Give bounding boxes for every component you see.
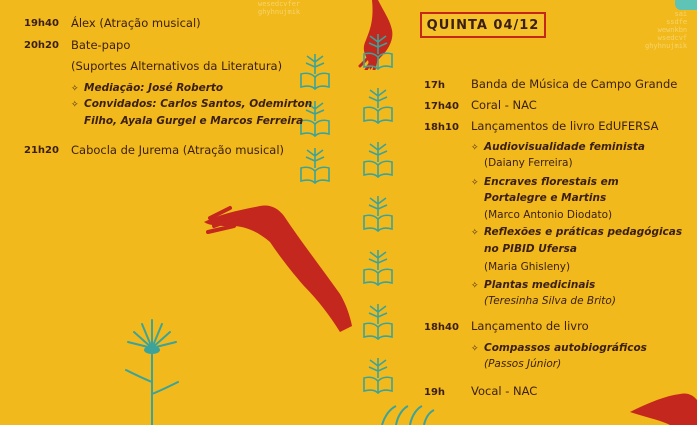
diamond-bullet-icon: ✧: [71, 84, 79, 94]
event-title: Lançamentos de livro EdUFERSA: [471, 119, 659, 133]
book-author: (Passos Júnior): [484, 358, 562, 370]
time-label: 21h20: [24, 145, 59, 156]
diamond-bullet-icon: ✧: [471, 143, 479, 153]
book-author: (Daiany Ferreira): [484, 157, 573, 169]
book-plant-icon: [361, 194, 395, 232]
watermark-text: wesedcvfer ghyhnujmik: [258, 0, 301, 16]
time-label: 17h40: [424, 101, 459, 112]
watermark-text-right: sai ssdfe wewnkbn wsedcvf ghyhnujmik: [645, 10, 688, 50]
time-label: 19h40: [24, 18, 59, 29]
time-label: 18h10: [424, 122, 459, 133]
diamond-bullet-icon: ✧: [471, 178, 479, 188]
diamond-bullet-icon: ✧: [471, 228, 479, 238]
book-plant-icon: [298, 52, 332, 90]
book-title-cont: Portalegre e Martins: [484, 192, 607, 204]
teal-corner-tag: [675, 0, 697, 10]
diamond-bullet-icon: ✧: [471, 281, 479, 291]
book-title: Encraves florestais em: [484, 176, 619, 188]
event-title: Banda de Música de Campo Grande: [471, 77, 678, 91]
event-title: Bate-papo: [71, 38, 131, 52]
book-author: (Teresinha Silva de Brito): [484, 295, 616, 307]
book-plant-icon: [298, 146, 332, 184]
day-header: [420, 12, 546, 38]
time-label: 20h20: [24, 40, 59, 51]
book-title: Audiovisualidade feminista: [484, 141, 645, 153]
convidados-names: Carlos Santos, Odemirton: [160, 98, 313, 110]
teal-flower-illustration: [112, 318, 192, 425]
event-title: Cabocla de Jurema (Atração musical): [71, 143, 285, 157]
event-title: Lançamento de livro: [471, 319, 589, 333]
day-title: QUINTA 04/12: [426, 18, 540, 33]
convidados-names-cont: Filho, Ayala Gurgel e Marcos Ferreira: [84, 115, 304, 127]
book-plant-icon: [361, 86, 395, 124]
mediacao-line: [84, 82, 223, 94]
book-title: Reflexões e práticas pedagógicas: [484, 226, 683, 238]
convidados-label: Convidados:: [84, 98, 157, 110]
book-author: (Maria Ghisleny): [484, 261, 571, 273]
book-plant-icon: [361, 140, 395, 178]
book-icons-center: [361, 32, 395, 394]
event-title: Vocal - NAC: [471, 384, 538, 398]
event-title: Coral - NAC: [471, 98, 537, 112]
event-title: Álex (Atração musical): [71, 16, 201, 30]
book-title: Plantas medicinais: [484, 279, 596, 291]
convidados-line: [84, 98, 312, 110]
time-label: 18h40: [424, 322, 459, 333]
red-hand-bottom-illustration: [630, 390, 697, 425]
book-plant-icon: [361, 32, 395, 70]
book-plant-icon: [361, 248, 395, 286]
diamond-bullet-icon: ✧: [471, 344, 479, 354]
event-subtitle: (Suportes Alternativos da Literatura): [71, 59, 283, 73]
mediacao-label: Mediação:: [84, 82, 145, 94]
book-plant-icon: [361, 356, 395, 394]
red-hand-middle-illustration: [200, 196, 352, 336]
book-title-cont: no PIBID Ufersa: [484, 243, 577, 255]
time-label: 17h: [424, 80, 446, 91]
book-title: Compassos autobiográficos: [484, 342, 647, 354]
book-author: (Marco Antonio Diodato): [484, 209, 613, 221]
teal-bush-illustration: [378, 404, 438, 425]
time-label: 19h: [424, 387, 446, 398]
diamond-bullet-icon: ✧: [71, 100, 79, 110]
mediacao-value: José Roberto: [148, 82, 224, 94]
book-plant-icon: [361, 302, 395, 340]
